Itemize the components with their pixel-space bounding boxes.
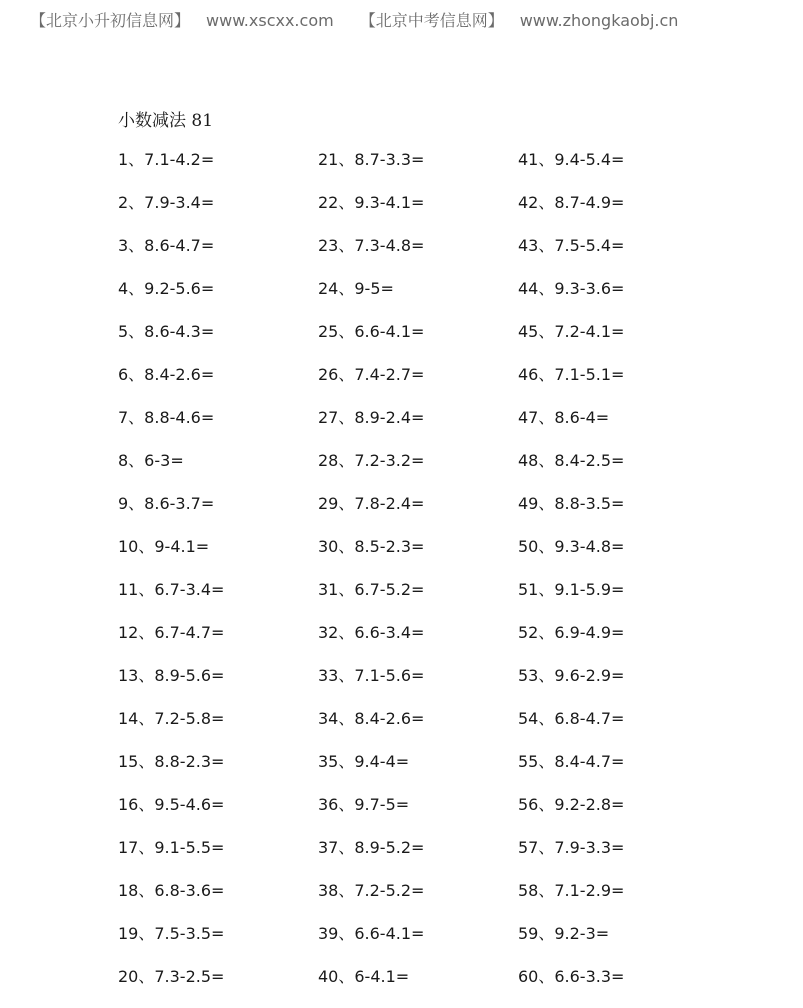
problem-item: 32、6.6-3.4= bbox=[318, 623, 425, 642]
problem-item: 58、7.1-2.9= bbox=[518, 881, 625, 900]
problem-item: 34、8.4-2.6= bbox=[318, 709, 425, 728]
problem-item: 31、6.7-5.2= bbox=[318, 580, 425, 599]
problem-item: 38、7.2-5.2= bbox=[318, 881, 425, 900]
problem-item: 41、9.4-5.4= bbox=[518, 150, 625, 169]
problem-item: 25、6.6-4.1= bbox=[318, 322, 425, 341]
problem-item: 17、9.1-5.5= bbox=[118, 838, 225, 857]
problem-item: 54、6.8-4.7= bbox=[518, 709, 625, 728]
worksheet-title: 小数减法 81 bbox=[118, 111, 214, 131]
problem-item: 10、9-4.1= bbox=[118, 537, 210, 556]
problem-item: 18、6.8-3.6= bbox=[118, 881, 225, 900]
problem-column-1 bbox=[118, 148, 224, 1008]
problem-item: 50、9.3-4.8= bbox=[518, 537, 625, 556]
problem-item: 33、7.1-5.6= bbox=[318, 666, 425, 685]
problem-item: 11、6.7-3.4= bbox=[118, 580, 225, 599]
problem-item: 37、8.9-5.2= bbox=[318, 838, 425, 857]
problem-item: 15、8.8-2.3= bbox=[118, 752, 225, 771]
problem-item: 5、8.6-4.3= bbox=[118, 322, 215, 341]
site1-url: www.xscxx.com bbox=[206, 11, 334, 30]
problem-column-2 bbox=[318, 148, 424, 1008]
problem-item: 60、6.6-3.3= bbox=[518, 967, 625, 986]
problem-item: 20、7.3-2.5= bbox=[118, 967, 225, 986]
problem-item: 47、8.6-4= bbox=[518, 408, 610, 427]
problem-item: 23、7.3-4.8= bbox=[318, 236, 425, 255]
problem-item: 26、7.4-2.7= bbox=[318, 365, 425, 384]
problem-item: 51、9.1-5.9= bbox=[518, 580, 625, 599]
problem-item: 8、6-3= bbox=[118, 451, 184, 470]
problem-item: 55、8.4-4.7= bbox=[518, 752, 625, 771]
problem-item: 52、6.9-4.9= bbox=[518, 623, 625, 642]
problem-item: 57、7.9-3.3= bbox=[518, 838, 625, 857]
problem-item: 49、8.8-3.5= bbox=[518, 494, 625, 513]
problem-item: 7、8.8-4.6= bbox=[118, 408, 215, 427]
problem-item: 4、9.2-5.6= bbox=[118, 279, 215, 298]
site1-name: 【北京小升初信息网】 bbox=[30, 11, 191, 30]
problem-item: 13、8.9-5.6= bbox=[118, 666, 225, 685]
problem-item: 35、9.4-4= bbox=[318, 752, 410, 771]
problem-item: 45、7.2-4.1= bbox=[518, 322, 625, 341]
problem-item: 19、7.5-3.5= bbox=[118, 924, 225, 943]
problem-item: 48、8.4-2.5= bbox=[518, 451, 625, 470]
page-header bbox=[30, 8, 678, 31]
problem-item: 29、7.8-2.4= bbox=[318, 494, 425, 513]
problem-item: 46、7.1-5.1= bbox=[518, 365, 625, 384]
problem-item: 2、7.9-3.4= bbox=[118, 193, 215, 212]
problem-item: 12、6.7-4.7= bbox=[118, 623, 225, 642]
problem-item: 43、7.5-5.4= bbox=[518, 236, 625, 255]
problem-item: 6、8.4-2.6= bbox=[118, 365, 215, 384]
problem-item: 14、7.2-5.8= bbox=[118, 709, 225, 728]
problem-item: 24、9-5= bbox=[318, 279, 394, 298]
problem-item: 44、9.3-3.6= bbox=[518, 279, 625, 298]
problem-item: 1、7.1-4.2= bbox=[118, 150, 215, 169]
problem-item: 21、8.7-3.3= bbox=[318, 150, 425, 169]
problem-item: 16、9.5-4.6= bbox=[118, 795, 225, 814]
problem-item: 40、6-4.1= bbox=[318, 967, 410, 986]
problem-item: 28、7.2-3.2= bbox=[318, 451, 425, 470]
problem-item: 53、9.6-2.9= bbox=[518, 666, 625, 685]
problem-item: 59、9.2-3= bbox=[518, 924, 610, 943]
problem-item: 42、8.7-4.9= bbox=[518, 193, 625, 212]
problem-item: 36、9.7-5= bbox=[318, 795, 410, 814]
site2-url: www.zhongkaobj.cn bbox=[519, 11, 679, 30]
site2-name: 【北京中考信息网】 bbox=[359, 11, 504, 30]
problem-item: 27、8.9-2.4= bbox=[318, 408, 425, 427]
problem-item: 30、8.5-2.3= bbox=[318, 537, 425, 556]
problem-column-3 bbox=[518, 148, 624, 1008]
problem-item: 3、8.6-4.7= bbox=[118, 236, 215, 255]
problem-item: 39、6.6-4.1= bbox=[318, 924, 425, 943]
problem-item: 56、9.2-2.8= bbox=[518, 795, 625, 814]
problem-item: 22、9.3-4.1= bbox=[318, 193, 425, 212]
problem-item: 9、8.6-3.7= bbox=[118, 494, 215, 513]
